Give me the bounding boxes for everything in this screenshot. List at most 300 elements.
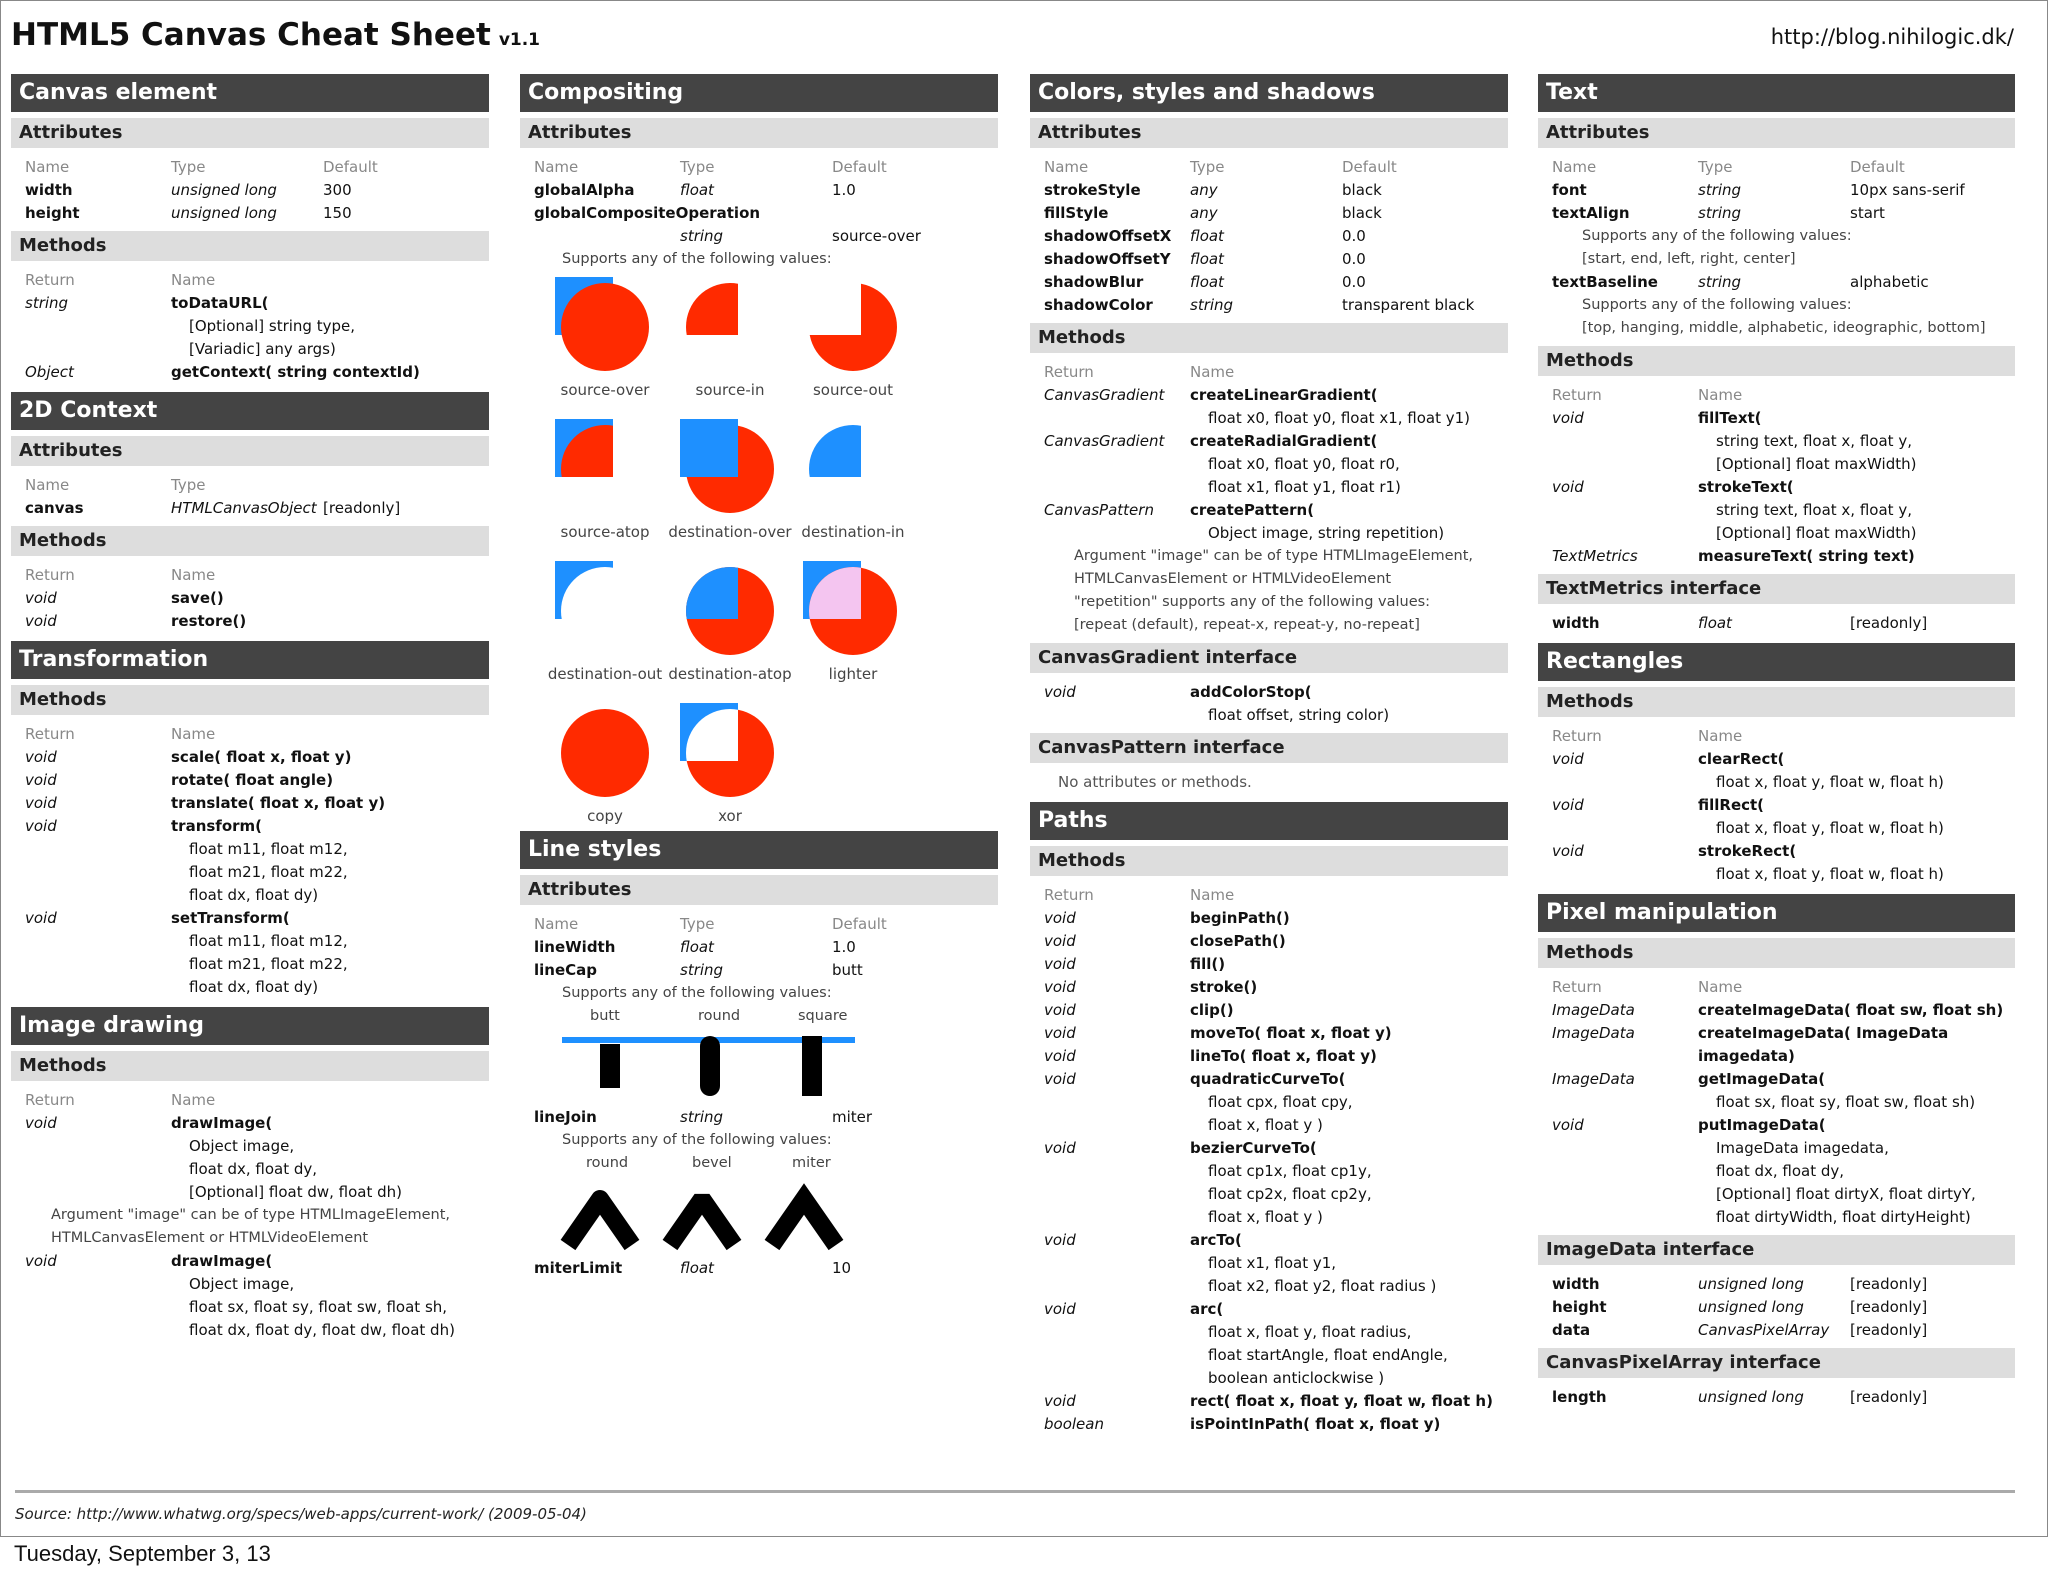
- composite-example: [540, 697, 670, 825]
- method-params: [Variadic] any args): [189, 340, 336, 358]
- method-param-line: [1030, 453, 1508, 476]
- attr-name: height: [25, 204, 80, 222]
- method-row: [1030, 1068, 1508, 1091]
- attr-default: alphabetic: [1850, 273, 1929, 291]
- note-line: [520, 1129, 998, 1152]
- method-param-line: [11, 338, 489, 361]
- attr-default: [readonly]: [323, 499, 401, 517]
- method-name: getContext( string contextId): [171, 363, 420, 381]
- method-row: [11, 1112, 489, 1135]
- section-header-rectangles: Rectangles: [1538, 643, 2015, 681]
- method-name: createImageData( float sw, float sh): [1698, 1001, 2004, 1019]
- composite-label: xor: [718, 807, 742, 825]
- method-name: fillRect(: [1698, 796, 1765, 814]
- composite-label: source-out: [812, 381, 894, 399]
- destination-out-diagram: [545, 555, 665, 663]
- method-row: [1030, 1022, 1508, 1045]
- note-line: [1030, 545, 1508, 568]
- pattern-note: No attributes or methods.: [1058, 773, 1252, 791]
- method-row: [1538, 407, 2015, 430]
- method-name: clearRect(: [1698, 750, 1785, 768]
- attr-name: textBaseline: [1552, 273, 1658, 291]
- method-params: float offset, string color): [1208, 706, 1390, 724]
- method-name: arc(: [1190, 1300, 1224, 1318]
- attr-name: shadowColor: [1044, 296, 1153, 314]
- section-header-paths: Paths: [1030, 802, 1508, 840]
- attr-name: data: [1552, 1321, 1591, 1339]
- method-name: lineTo( float x, float y): [1190, 1047, 1377, 1065]
- note-line: [1538, 248, 2015, 271]
- attr-type: any: [1190, 204, 1218, 222]
- method-return: void: [1044, 955, 1076, 973]
- subheader-canvas-pattern: CanvasPattern interface: [1030, 733, 1508, 763]
- method-param-line: [1538, 1091, 2015, 1114]
- subheader-methods: Methods: [1538, 687, 2015, 717]
- attr-name: height: [1552, 1298, 1607, 1316]
- join-labels: [520, 1152, 998, 1175]
- table-header: [11, 723, 489, 746]
- note-line: [1030, 591, 1508, 614]
- table-row: [1538, 202, 2015, 225]
- col-name-header: Name: [1698, 978, 1743, 996]
- line-styles-table: [520, 913, 998, 1280]
- subheader-attributes: Attributes: [520, 875, 998, 905]
- line-join-diagram: [520, 1175, 998, 1257]
- table-row: [1538, 612, 2015, 635]
- composite-label: destination-atop: [668, 665, 792, 683]
- col-return-header: Return: [1552, 386, 1602, 404]
- method-return: void: [1552, 1116, 1584, 1134]
- col-name-header: Name: [25, 476, 70, 494]
- method-param-line: [1030, 1206, 1508, 1229]
- method-row: [11, 815, 489, 838]
- method-return: void: [1044, 909, 1076, 927]
- method-row: [1538, 1045, 2015, 1068]
- method-row: [1030, 681, 1508, 704]
- method-params: float x, float y, float w, float h): [1716, 865, 1944, 883]
- table-header: [1538, 725, 2015, 748]
- method-params: float x2, float y2, float radius ): [1208, 1277, 1437, 1295]
- attr-type: float: [1698, 614, 1732, 632]
- canvas-attributes-table: [11, 156, 489, 225]
- method-param-line: [1030, 1321, 1508, 1344]
- attr-default: 0.0: [1342, 250, 1366, 268]
- note-text: HTMLCanvasElement or HTMLVideoElement: [51, 1230, 369, 1246]
- method-param-line: [11, 976, 489, 999]
- method-param-line: [1538, 771, 2015, 794]
- note-text: Supports any of the following values:: [562, 985, 832, 1001]
- method-param-line: [11, 1296, 489, 1319]
- method-row: [11, 292, 489, 315]
- method-param-line: [1538, 863, 2015, 886]
- page-title: HTML5 Canvas Cheat Sheet: [11, 17, 491, 53]
- method-return: void: [25, 817, 57, 835]
- method-param-line: [1538, 499, 2015, 522]
- attr-type: string: [1698, 181, 1742, 199]
- method-params: float m21, float m22,: [189, 863, 348, 881]
- method-row: [1030, 430, 1508, 453]
- attr-default: [readonly]: [1850, 1298, 1928, 1316]
- table-row: [520, 202, 998, 225]
- method-param-line: [1030, 1114, 1508, 1137]
- col-return-header: Return: [25, 1091, 75, 1109]
- note-text: Supports any of the following values:: [562, 1132, 832, 1148]
- method-param-line: [11, 1181, 489, 1204]
- method-return: void: [1044, 978, 1076, 996]
- table-row: [520, 1106, 998, 1129]
- method-name: createPattern(: [1190, 501, 1315, 519]
- composite-label: destination-in: [801, 523, 905, 541]
- table-row: [1538, 1273, 2015, 1296]
- method-return: void: [1044, 1047, 1076, 1065]
- composite-example: [665, 271, 795, 399]
- col-return-header: Return: [25, 725, 75, 743]
- attr-name: lineJoin: [534, 1108, 597, 1126]
- table-row: [11, 202, 489, 225]
- composite-label: source-in: [695, 381, 765, 399]
- subheader-methods: Methods: [1030, 846, 1508, 876]
- note-text: [repeat (default), repeat-x, repeat-y, no-repeat]: [1074, 617, 1420, 633]
- subheader-imagedata: ImageData interface: [1538, 1235, 2015, 1265]
- method-return: void: [1044, 683, 1076, 701]
- table-row: [1030, 271, 1508, 294]
- method-return: void: [1044, 1300, 1076, 1318]
- method-row: [11, 746, 489, 769]
- method-name: clip(): [1190, 1001, 1234, 1019]
- method-param-line: [1030, 1367, 1508, 1390]
- method-name: translate( float x, float y): [171, 794, 386, 812]
- col-default-header: Default: [832, 915, 887, 933]
- cap-label: square: [798, 1008, 848, 1024]
- method-row: [1030, 930, 1508, 953]
- method-return: void: [25, 794, 57, 812]
- table-row: [1538, 1319, 2015, 1342]
- attr-default: [readonly]: [1850, 1275, 1928, 1293]
- subheader-methods: Methods: [11, 1051, 489, 1081]
- line-join-icons: [520, 1175, 998, 1257]
- method-row: [11, 907, 489, 930]
- method-name: createRadialGradient(: [1190, 432, 1378, 450]
- method-return: string: [25, 294, 69, 312]
- method-row: [1030, 953, 1508, 976]
- method-params: float dx, float dy,: [189, 1160, 318, 1178]
- composite-example: [540, 555, 670, 683]
- attr-default: 10: [832, 1259, 852, 1277]
- method-row: [1030, 1229, 1508, 1252]
- method-param-line: [11, 884, 489, 907]
- table-header: [11, 156, 489, 179]
- transformation-methods-table: [11, 723, 489, 999]
- composite-example: [788, 271, 918, 399]
- subheader-canvaspixelarray: CanvasPixelArray interface: [1538, 1348, 2015, 1378]
- attr-default: 0.0: [1342, 227, 1366, 245]
- column-3: [1030, 74, 1508, 1436]
- attr-default: 1.0: [832, 938, 856, 956]
- col-name-header: Name: [534, 915, 579, 933]
- method-params: [Optional] float dw, float dh): [189, 1183, 403, 1201]
- method-param-line: [1030, 1252, 1508, 1275]
- method-params: boolean anticlockwise ): [1208, 1369, 1385, 1387]
- method-return: void: [1552, 478, 1584, 496]
- attr-type: string: [1698, 204, 1742, 222]
- composite-example: [788, 413, 918, 541]
- table-row: [1030, 294, 1508, 317]
- composite-example: [788, 555, 918, 683]
- method-row: [1030, 1298, 1508, 1321]
- method-name: putImageData(: [1698, 1116, 1826, 1134]
- method-params: float x1, float y1,: [1208, 1254, 1337, 1272]
- col-name-header: Name: [1190, 363, 1235, 381]
- method-param-line: [1538, 1137, 2015, 1160]
- method-param-line: [1030, 1183, 1508, 1206]
- method-row: [1030, 499, 1508, 522]
- attr-name: textAlign: [1552, 204, 1630, 222]
- method-row: [11, 792, 489, 815]
- attr-name: font: [1552, 181, 1587, 199]
- note-text: "repetition" supports any of the following values:: [1074, 594, 1431, 610]
- method-param-line: [1538, 522, 2015, 545]
- method-row: [11, 587, 489, 610]
- method-param-line: [1538, 1183, 2015, 1206]
- attr-name: fillStyle: [1044, 204, 1109, 222]
- method-row: [11, 769, 489, 792]
- method-name: toDataURL(: [171, 294, 269, 312]
- method-return: ImageData: [1552, 1070, 1635, 1088]
- method-params: float m11, float m12,: [189, 932, 348, 950]
- col-name-header: Name: [1044, 158, 1089, 176]
- method-name: transform(: [171, 817, 263, 835]
- subheader-methods: Methods: [1538, 938, 2015, 968]
- table-header: [11, 564, 489, 587]
- subheader-attributes: Attributes: [1030, 118, 1508, 148]
- method-return: void: [1044, 1139, 1076, 1157]
- attr-type: string: [680, 227, 724, 245]
- source-atop-diagram: [545, 413, 665, 521]
- method-name: bezierCurveTo(: [1190, 1139, 1317, 1157]
- attr-default: 10px sans-serif: [1850, 181, 1965, 199]
- method-params: float cp2x, float cp2y,: [1208, 1185, 1372, 1203]
- method-return: void: [1044, 1070, 1076, 1088]
- method-params: [Optional] float maxWidth): [1716, 455, 1917, 473]
- section-header-transformation: Transformation: [11, 641, 489, 679]
- table-header: [1538, 976, 2015, 999]
- col-name-header: Name: [534, 158, 579, 176]
- attr-type: unsigned long: [171, 181, 277, 199]
- rectangles-methods-table: [1538, 725, 2015, 886]
- text-attributes-table: [1538, 156, 2015, 340]
- table-header: [520, 156, 998, 179]
- method-name: drawImage(: [171, 1114, 273, 1132]
- attr-name: canvas: [25, 499, 84, 517]
- method-param-line: [1538, 1160, 2015, 1183]
- method-name: getImageData(: [1698, 1070, 1826, 1088]
- method-param-line: [11, 1158, 489, 1181]
- note-line: [520, 982, 998, 1005]
- line-cap-diagram: [520, 1028, 998, 1106]
- method-param-line: [11, 861, 489, 884]
- gradient-table: [1030, 681, 1508, 727]
- attr-type: float: [1190, 273, 1224, 291]
- method-name: restore(): [171, 612, 247, 630]
- colors-methods-table: [1030, 361, 1508, 637]
- note-text: [start, end, left, right, center]: [1582, 251, 1796, 267]
- table-row: [520, 179, 998, 202]
- attr-name: width: [1552, 614, 1600, 632]
- note-line: [1030, 614, 1508, 637]
- compositing-attributes-table: [520, 156, 998, 271]
- composite-label: copy: [587, 807, 623, 825]
- method-return: void: [1044, 1001, 1076, 1019]
- method-row: [1538, 476, 2015, 499]
- attr-default: source-over: [832, 227, 921, 245]
- note-line: [1538, 294, 2015, 317]
- method-row: [1538, 545, 2015, 568]
- attr-type: unsigned long: [1698, 1298, 1804, 1316]
- version-label: v1.1: [498, 30, 541, 50]
- method-return: void: [1044, 1024, 1076, 1042]
- footer-source: Source: http://www.whatwg.org/specs/web-apps/current-work/ (2009-05-04): [15, 1505, 587, 1523]
- table-row: [1030, 248, 1508, 271]
- method-params: float dirtyWidth, float dirtyHeight): [1716, 1208, 1971, 1226]
- col-name-header: Name: [1698, 727, 1743, 745]
- table-row: [1030, 202, 1508, 225]
- column-2: [520, 74, 998, 1280]
- method-param-line: [11, 315, 489, 338]
- col-name-header: Name: [171, 1091, 216, 1109]
- attr-type: string: [1698, 273, 1742, 291]
- table-row: [520, 1257, 998, 1280]
- method-param-line: [11, 1135, 489, 1158]
- col-name-header: Name: [25, 158, 70, 176]
- note-text: [top, hanging, middle, alphabetic, ideographic, bottom]: [1582, 320, 1986, 336]
- method-params: Object image,: [189, 1137, 295, 1155]
- col-name-header: Name: [1698, 386, 1743, 404]
- section-header-canvas-element: Canvas element: [11, 74, 489, 112]
- method-params: float x0, float y0, float x1, float y1): [1208, 409, 1471, 427]
- cap-label: butt: [590, 1008, 620, 1024]
- method-params: float x, float y, float w, float h): [1716, 819, 1944, 837]
- method-name: fill(): [1190, 955, 1226, 973]
- method-return: void: [1552, 842, 1584, 860]
- attr-type: CanvasPixelArray: [1698, 1321, 1830, 1339]
- attr-type: any: [1190, 181, 1218, 199]
- col-name-header: Name: [171, 725, 216, 743]
- note-text: Supports any of the following values:: [1582, 297, 1852, 313]
- method-params: [Optional] string type,: [189, 317, 355, 335]
- method-name: addColorStop(: [1190, 683, 1312, 701]
- note-text: Argument "image" can be of type HTMLImageElement,: [51, 1207, 451, 1223]
- method-row: [11, 361, 489, 384]
- col-return-header: Return: [25, 566, 75, 584]
- method-name: rect( float x, float y, float w, float h): [1190, 1392, 1493, 1410]
- composite-example: [665, 697, 795, 825]
- method-return: CanvasGradient: [1044, 386, 1165, 404]
- subheader-attributes: Attributes: [11, 436, 489, 466]
- method-return: void: [25, 612, 57, 630]
- context-attributes-table: [11, 474, 489, 520]
- composite-label: lighter: [828, 665, 878, 683]
- method-row: [1538, 840, 2015, 863]
- method-name: stroke(): [1190, 978, 1258, 996]
- table-row: [520, 936, 998, 959]
- table-header: [1030, 156, 1508, 179]
- table-row: [11, 179, 489, 202]
- method-params: float x, float y ): [1208, 1208, 1323, 1226]
- col-name-header: Name: [1190, 886, 1235, 904]
- textmetrics-table: [1538, 612, 2015, 635]
- attr-name: shadowBlur: [1044, 273, 1144, 291]
- attr-type: unsigned long: [171, 204, 277, 222]
- col-return-header: Return: [25, 271, 75, 289]
- site-url: http://blog.nihilogic.dk/: [1770, 25, 2014, 49]
- attr-type: unsigned long: [1698, 1388, 1804, 1406]
- method-param-line: [1030, 704, 1508, 727]
- compositing-examples: [520, 271, 998, 831]
- attr-name: strokeStyle: [1044, 181, 1141, 199]
- attr-default: [readonly]: [1850, 1388, 1928, 1406]
- xor-diagram: [670, 697, 790, 805]
- attr-name: globalAlpha: [534, 181, 635, 199]
- composite-example: [665, 555, 795, 683]
- subheader-canvas-gradient: CanvasGradient interface: [1030, 643, 1508, 673]
- subheader-methods: Methods: [11, 526, 489, 556]
- attr-type: float: [1190, 227, 1224, 245]
- attr-default: 300: [323, 181, 352, 199]
- method-return: ImageData: [1552, 1001, 1635, 1019]
- table-header: [11, 1089, 489, 1112]
- col-return-header: Return: [1552, 978, 1602, 996]
- method-params: float dx, float dy,: [1716, 1162, 1845, 1180]
- attr-type: string: [680, 961, 724, 979]
- col-name-header: Name: [1552, 158, 1597, 176]
- table-header: [1030, 884, 1508, 907]
- method-return: void: [1044, 1392, 1076, 1410]
- method-name: strokeText(: [1698, 478, 1794, 496]
- attr-default: 150: [323, 204, 352, 222]
- method-name: arcTo(: [1190, 1231, 1242, 1249]
- imagedata-table: [1538, 1273, 2015, 1342]
- join-label: miter: [792, 1155, 831, 1171]
- method-name: isPointInPath( float x, float y): [1190, 1415, 1441, 1433]
- cap-label: round: [698, 1008, 741, 1024]
- method-row: [1538, 999, 2015, 1022]
- method-params: float x1, float y1, float r1): [1208, 478, 1401, 496]
- method-name: drawImage(: [171, 1252, 273, 1270]
- method-param-line: [1030, 1091, 1508, 1114]
- section-header-text: Text: [1538, 74, 2015, 112]
- table-header: [1538, 156, 2015, 179]
- method-return: void: [25, 1252, 57, 1270]
- col-type-header: Type: [680, 915, 715, 933]
- method-params: float m21, float m22,: [189, 955, 348, 973]
- table-row: [1538, 179, 2015, 202]
- text-methods-table: [1538, 384, 2015, 568]
- method-params: float x, float y ): [1208, 1116, 1323, 1134]
- destination-atop-diagram: [670, 555, 790, 663]
- attr-type: string: [1190, 296, 1234, 314]
- title-row: [11, 17, 540, 61]
- note-text: Supports any of the following values:: [1582, 228, 1852, 244]
- subheader-attributes: Attributes: [1538, 118, 2015, 148]
- method-params: float dx, float dy): [189, 978, 319, 996]
- source-out-diagram: [793, 271, 913, 379]
- method-row: [1030, 384, 1508, 407]
- attr-type: float: [680, 938, 714, 956]
- subheader-textmetrics: TextMetrics interface: [1538, 574, 2015, 604]
- col-type-header: Type: [1190, 158, 1225, 176]
- attr-default: [readonly]: [1850, 1321, 1928, 1339]
- method-params: float x0, float y0, float r0,: [1208, 455, 1400, 473]
